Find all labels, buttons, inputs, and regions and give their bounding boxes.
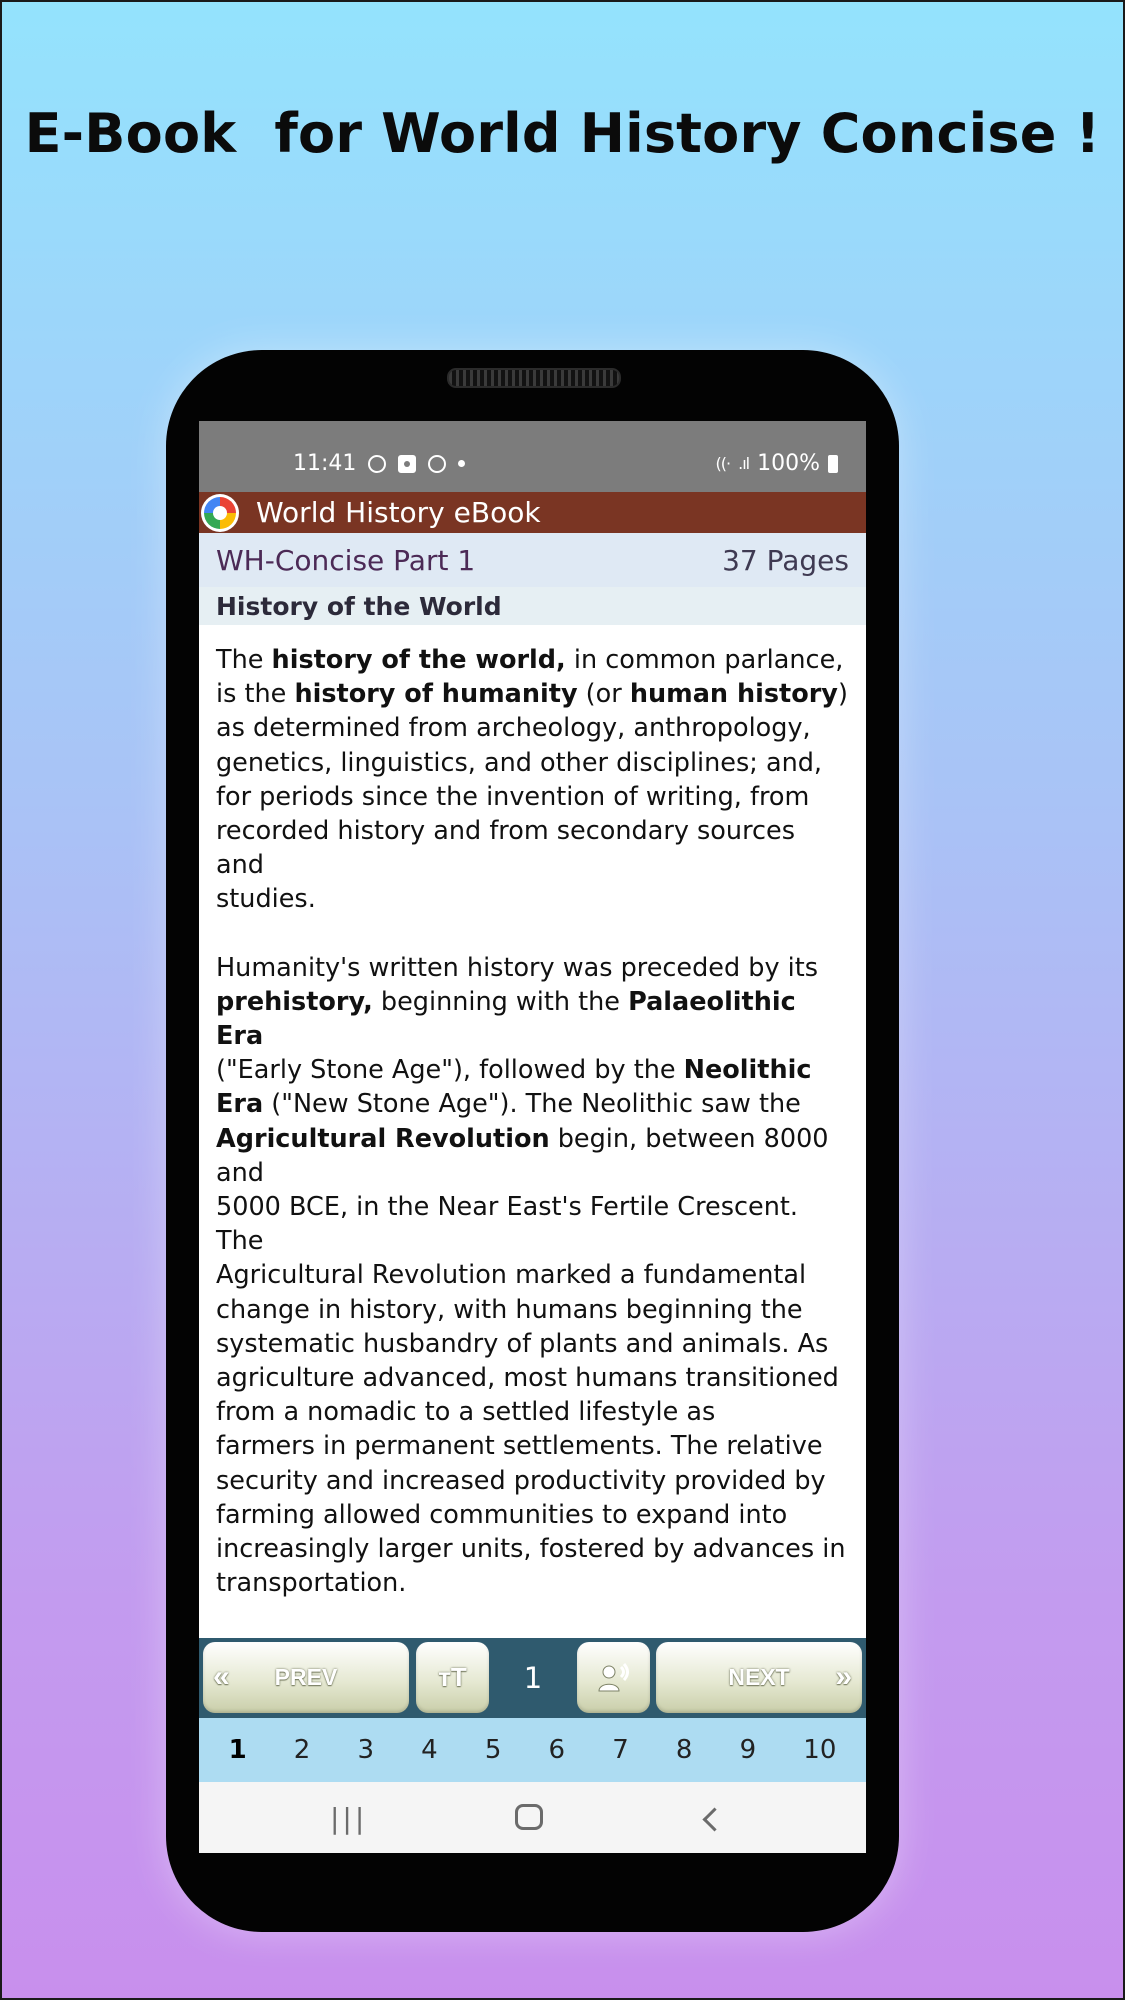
signal-icon: .ıl (738, 454, 750, 473)
font-size-icon: тT (438, 1662, 467, 1692)
wifi-icon: ((· (715, 454, 731, 473)
content-paragraph (216, 951, 849, 1601)
promo-headline: E-Book for World History Concise ! (24, 102, 1101, 165)
app-bar (199, 492, 866, 533)
status-bar (199, 421, 866, 492)
double-chevron-left-icon: « (213, 1660, 230, 1693)
bold-term: history of the world, (271, 645, 566, 675)
status-time: 11:41 (293, 451, 357, 476)
home-icon[interactable] (515, 1804, 543, 1830)
page-link-5[interactable]: 5 (484, 1735, 502, 1765)
next-button-label: NEXT (728, 1664, 790, 1690)
system-navigation-bar (199, 1782, 866, 1853)
text-run: ("Early Stone Age"), followed by the (216, 1055, 684, 1086)
timer-icon-2 (428, 455, 446, 473)
book-content[interactable] (199, 625, 866, 1623)
phone-speaker (447, 368, 621, 388)
bold-term: Agricultural Revolution (216, 1123, 550, 1154)
text-run: in common parlance, is the (216, 645, 844, 710)
camera-notification-icon (398, 455, 416, 473)
page-link-6[interactable]: 6 (548, 1735, 566, 1765)
bold-term: prehistory, (216, 986, 373, 1017)
page-link-7[interactable]: 7 (612, 1735, 629, 1765)
page-link-4[interactable]: 4 (421, 1735, 438, 1765)
bold-term: human history (629, 679, 838, 710)
page-link-3[interactable]: 3 (357, 1735, 375, 1765)
page-link-2[interactable]: 2 (293, 1735, 311, 1765)
double-chevron-right-icon: » (835, 1660, 852, 1693)
bold-term: Neolithic Era (216, 1055, 812, 1120)
text-run: (or (577, 679, 630, 710)
app-logo-icon[interactable] (201, 494, 239, 532)
page-count: 37 Pages (722, 543, 849, 577)
page-link-1[interactable]: 1 (228, 1735, 247, 1765)
more-notifications-dot-icon (458, 460, 465, 467)
text-run: beginning with the (372, 986, 629, 1017)
bold-term: history of humanity (294, 679, 578, 710)
text-to-speech-button[interactable] (577, 1642, 650, 1713)
font-size-button[interactable] (416, 1642, 489, 1713)
book-part-title[interactable]: WH-Concise Part 1 (216, 543, 476, 577)
book-info-bar (199, 533, 866, 587)
back-icon[interactable] (702, 1807, 726, 1831)
phone-screen (199, 421, 866, 1853)
text-run: begin, between 8000 and 5000 BCE, in the Near East's Fertile Crescent. The Agricultural Revolution marked a fundamental change in history, with humans beginning the systematic husbandry of plants and animals. As agriculture advanced, most humans transitioned from a nomadic to a settled lifestyle as farmers in permanent settlements. The relative security and increased productivity provided by farming allowed communities to expand into increasingly larger units, fostered by advances in transportation. (216, 1123, 846, 1599)
page-link-10[interactable]: 10 (803, 1735, 837, 1765)
text-run: ("New Stone Age"). The Neolithic saw the (263, 1089, 801, 1120)
recents-icon[interactable]: ||| (330, 1802, 368, 1835)
battery-icon (828, 455, 838, 473)
timer-icon (368, 455, 386, 473)
chapter-title-bar (199, 587, 866, 625)
text-run: Humanity's written history was preceded by its (216, 952, 819, 983)
page-selector (199, 1718, 866, 1782)
text-run: ) as determined from archeology, anthropology, genetics, linguistics, and other disciplines; and, for periods since the invention of writing, from recorded history and from secondary sources and studies. (216, 679, 848, 915)
content-paragraph (216, 643, 849, 917)
speaker-person-icon (597, 1663, 631, 1693)
page-link-8[interactable]: 8 (675, 1735, 693, 1765)
text-run: The (216, 645, 272, 675)
chapter-title: History of the World (216, 591, 502, 621)
page-link-9[interactable]: 9 (739, 1735, 757, 1765)
prev-button-label: PREV (274, 1664, 338, 1690)
phone-frame (166, 350, 899, 1932)
bold-term: Palaeolithic Era (216, 986, 796, 1052)
page-navigation-bar (199, 1638, 866, 1718)
next-button[interactable] (656, 1642, 862, 1713)
app-title: World History eBook (256, 496, 541, 529)
prev-button[interactable] (203, 1642, 409, 1713)
battery-percent: 100% (757, 451, 820, 476)
current-page-number: 1 (523, 1661, 543, 1695)
